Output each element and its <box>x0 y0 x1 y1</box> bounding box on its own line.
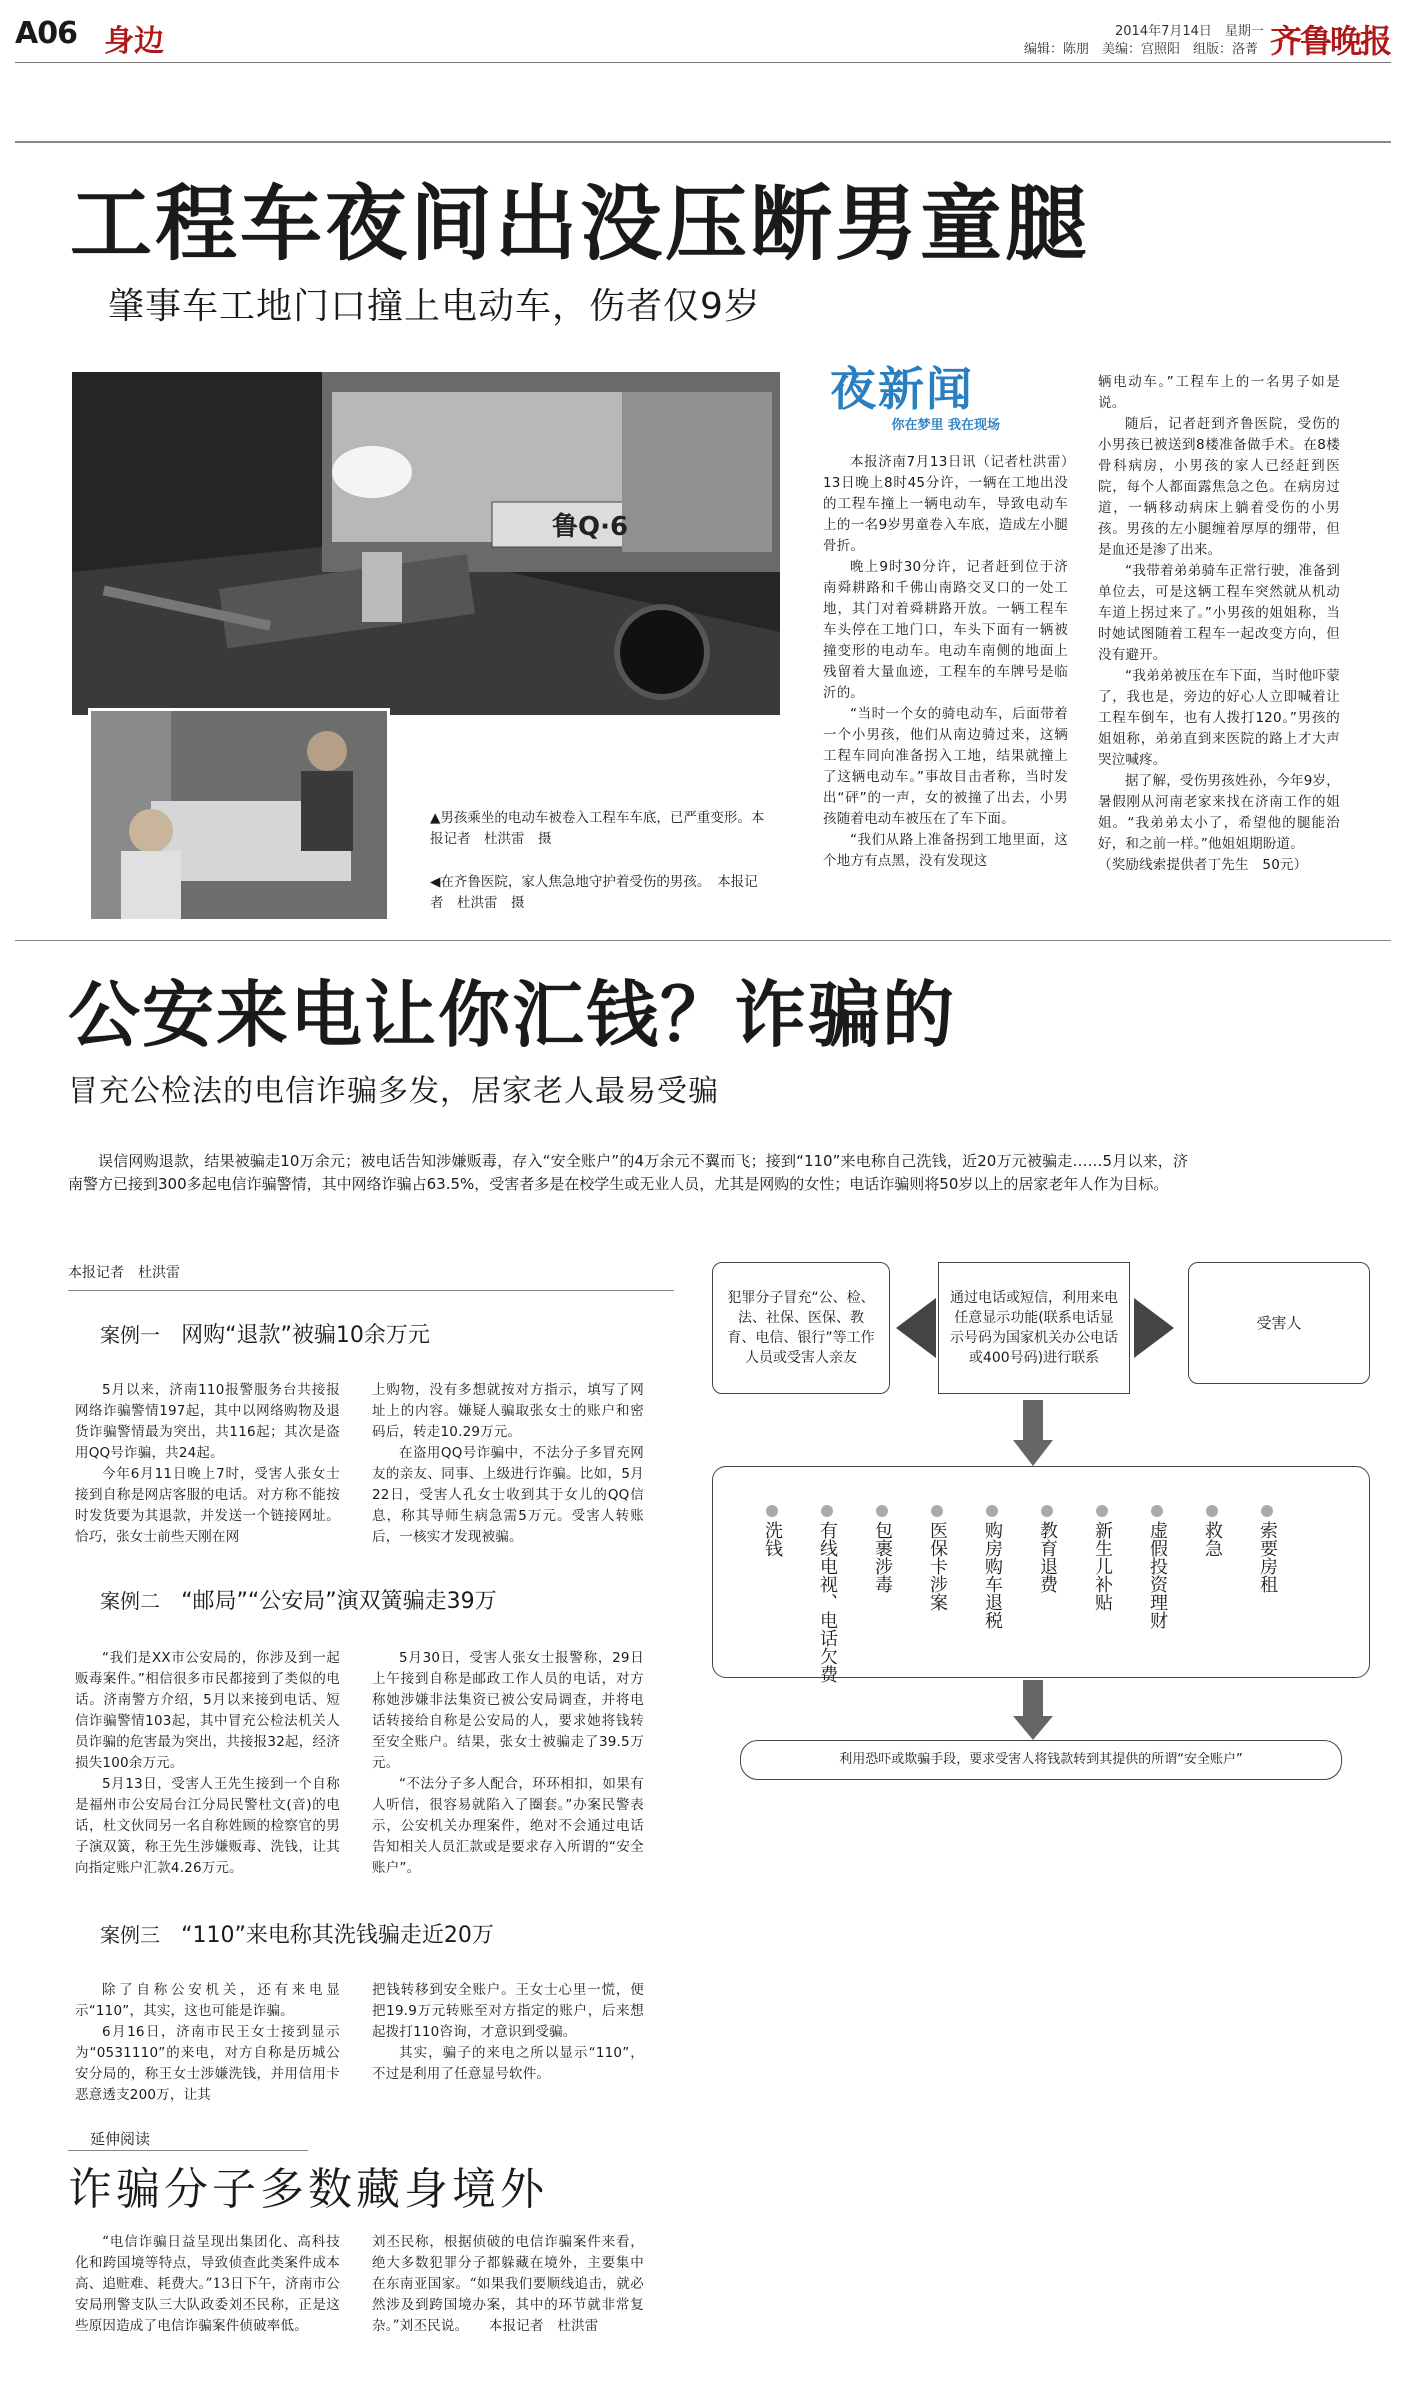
pretext-item <box>1092 1505 1112 1611</box>
night-news-logo <box>830 364 1030 444</box>
header-rule <box>15 62 1391 63</box>
story1-col2-para: 辆电动车。”工程车上的一名男子如是说。 <box>1098 374 1340 411</box>
pretext-item <box>872 1505 892 1593</box>
case2-para: “不法分子多人配合，环环相扣，如果有人听信，很容易就陷入了圈套。”办案民警表示，公安机关办理案件，绝对不会通过电话告知相关人员汇款或是要求存入所谓的“安全账户”。 <box>372 1776 644 1876</box>
masthead-logo: 齐鲁晚报 <box>1270 22 1391 60</box>
story1-col1-para: 晚上9时30分许，记者赶到位于济南舜耕路和千佛山南路交叉口的一处工地，其门对着舜耕路开放。一辆工程车车头停在工地门口，车头下面有一辆被撞变形的电动车。电动车南侧的地面上残留着大量血迹，工程车的车牌号是临沂的。 <box>823 559 1068 701</box>
license-plate: 鲁Q·6 <box>552 512 629 542</box>
case1-title: 网购“退款”被骗10余万元 <box>181 1323 430 1348</box>
pretext-label: 包裹涉毒 <box>872 1521 893 1593</box>
night-news-title: 夜新闻 <box>830 362 974 416</box>
story3-column-1: “电信诈骗日益呈现出集团化、高科技化和跨国境等特点，导致侦查此类案件成本高、追赃难、耗费大。”13日下午，济南市公安局刑警支队三大队政委刘丕民称，正是这些原因造成了电信诈骗案件侦破率低。 <box>75 2234 340 2334</box>
method-box <box>938 1262 1130 1394</box>
case1-column-2 <box>372 1380 644 1548</box>
story2-headline: 公安来电让你汇钱？诈骗的 <box>68 973 957 1057</box>
pretext-item <box>762 1505 782 1557</box>
diagram-arrow-right <box>1134 1298 1174 1358</box>
pretext-item <box>817 1505 837 1683</box>
pretext-item <box>1037 1505 1057 1593</box>
case2-label: 案例二 <box>100 1589 160 1613</box>
case3-para: 除了自称公安机关，还有来电显示“110”，其实，这也可能是诈骗。 <box>75 1982 340 2019</box>
accident-photo <box>72 372 780 715</box>
story3-column-2: 刘丕民称，根据侦破的电信诈骗案件来看，绝大多数犯罪分子都躲藏在境外，主要集中在东南亚国家。“如果我们要顺线追击，就必然涉及到跨国境办案，其中的环节就非常复杂。”刘丕民说。 本报记者 杜洪雷 <box>372 2234 644 2334</box>
safe-account-box <box>740 1740 1342 1780</box>
victim-box <box>1188 1262 1370 1384</box>
method-text: 通过电话或短信，利用来电任意显示功能(联系电话显示号码为国家机关办公电话或400号码)进行联系 <box>950 1290 1118 1366</box>
bullet-dot <box>1206 1505 1218 1517</box>
victim-text: 受害人 <box>1256 1314 1302 1332</box>
bullet-dot <box>931 1505 943 1517</box>
story1-col2-para: “我弟弟被压在车下面，当时他吓蒙了，我也是，旁边的好心人立即喊着让工程车倒车，也有人拨打120。”男孩的姐姐称，弟弟直到来医院的路上才大声哭泣喊疼。 <box>1098 668 1340 768</box>
case1-para: 上购物，没有多想就按对方指示，填写了网址上的内容。嫌疑人骗取张女士的账户和密码后，转走10.29万元。 <box>372 1382 644 1440</box>
byline-rule <box>68 1290 674 1291</box>
bullet-dot <box>1151 1505 1163 1517</box>
story1-subhead: 肇事车工地门口撞上电动车，伤者仅9岁 <box>108 286 761 327</box>
case1-label: 案例一 <box>100 1323 160 1347</box>
pretext-label: 虚假投资理财 <box>1147 1521 1168 1629</box>
story1-col1-para: 本报济南7月13日讯（记者杜洪雷） 13日晚上8时45分许，一辆在工地出没的工程车撞上一辆电动车，导致电动车上的一名9岁男童卷入车底，造成左小腿骨折。 <box>823 454 1082 554</box>
case2-para: “我们是XX市公安局的，你涉及到一起贩毒案件。”相信很多市民都接到了类似的电话。济南警方介绍，5月以来接到电话、短信诈骗警情103起，其中冒充公检法机关人员诈骗的危害最为突出，共接报32起，经济损失100余万元。 <box>75 1650 340 1771</box>
criminals-text: 犯罪分子冒充“公、检、法、社保、医保、教育、电信、银行”等工作人员或受害人亲友 <box>727 1290 875 1366</box>
diagram-arrow-down-1 <box>1013 1400 1053 1466</box>
pretext-item <box>1147 1505 1167 1629</box>
night-news-slogan: 你在梦里 我在现场 <box>891 418 1000 433</box>
case1-para: 今年6月11日晚上7时，受害人张女士接到自称是网店客服的电话。对方称不能按时发货要为其退款，并发送一个链接网址。恰巧，张女士前些天刚在网 <box>75 1466 340 1545</box>
pretext-item <box>982 1505 1002 1629</box>
pretext-label: 有线电视、电话欠费 <box>817 1521 838 1683</box>
story1-col2-para: 随后，记者赶到齐鲁医院，受伤的小男孩已被送到8楼准备做手术。在8楼骨科病房，小男孩的家人已经赶到医院，每个人都面露焦急之色。在病房过道，一辆移动病床上躺着受伤的小男孩。男孩的左小腿缠着厚厚的绷带，但是血还是渗了出来。 <box>1098 416 1340 558</box>
pretext-label: 洗钱 <box>762 1521 783 1557</box>
bullet-dot <box>821 1505 833 1517</box>
extended-reading-rule <box>68 2150 308 2151</box>
case3-title: “110”来电称其洗钱骗走近20万 <box>181 1923 494 1948</box>
story1-col2-para: “我带着弟弟骑车正常行驶，准备到单位去，可是这辆工程车突然就从机动车道上拐过来了。”小男孩的姐姐称，当时她试图随着工程车一起改变方向，但没有避开。 <box>1098 563 1340 663</box>
reward-note: （奖励线索提供者丁先生 50元） <box>1098 857 1308 873</box>
case2-para: 5月30日，受害人张女士报警称，29日上午接到自称是邮政工作人员的电话，对方称她涉嫌非法集资已被公安局调查，并将电话转接给自称是公安局的人，要求她将钱转至安全账户。结果，张女士被骗走了39.5万元。 <box>372 1650 644 1771</box>
story1-col1-para: “我们从路上准备拐到工地里面，这个地方有点黑，没有发现这 <box>823 832 1068 869</box>
case2-heading <box>100 1584 497 1615</box>
hospital-photo <box>88 708 390 922</box>
story1-col2-para: 据了解，受伤男孩姓孙，今年9岁，暑假刚从河南老家来找在济南工作的姐姐。“我弟弟太小了，希望他的腿能治好，和之前一样。”他姐姐期盼道。 <box>1098 773 1340 852</box>
case2-column-2 <box>372 1648 644 1879</box>
story2-subhead: 冒充公检法的电信诈骗多发，居家老人最易受骗 <box>68 1074 719 1109</box>
case3-column-2 <box>372 1980 644 2085</box>
section-name: 身边 <box>104 24 164 59</box>
story1-column-2 <box>1098 372 1340 876</box>
case2-column-1 <box>75 1648 340 1879</box>
pretext-item <box>1202 1505 1222 1557</box>
bullet-dot <box>1261 1505 1273 1517</box>
extended-reading-tag: 延伸阅读 <box>84 2128 156 2149</box>
case3-label: 案例三 <box>100 1923 160 1947</box>
bullet-dot <box>1096 1505 1108 1517</box>
accident-photo-art <box>72 372 780 715</box>
safe-account-text: 利用恐吓或欺骗手段，要求受害人将钱款转到其提供的所谓“安全账户” <box>839 1752 1243 1767</box>
pretext-label: 救急 <box>1202 1521 1223 1557</box>
diagram-arrow-down-2 <box>1013 1680 1053 1740</box>
bullet-dot <box>986 1505 998 1517</box>
case3-column-1 <box>75 1980 340 2106</box>
photo-caption-1: ▲男孩乘坐的电动车被卷入工程车车底，已严重变形。本报记者 杜洪雷 摄 <box>430 810 765 847</box>
story1-column-1 <box>823 452 1082 872</box>
pretext-label: 教育退费 <box>1037 1521 1058 1593</box>
case2-title: “邮局”“公安局”演双簧骗走39万 <box>181 1589 497 1614</box>
case1-para: 在盗用QQ号诈骗中，不法分子多冒充网友的亲友、同事、上级进行诈骗。比如，5月22日，受害人孔女士收到其于女儿的QQ信息，称其导师生病急需5万元。受害人转账后，一核实才发现被骗。 <box>372 1445 644 1545</box>
case1-column-1 <box>75 1380 340 1548</box>
pretext-label: 购房购车退税 <box>982 1521 1003 1629</box>
header-editors: 编辑：陈朋 美编：宫照阳 组版：洛菁 <box>1024 42 1259 57</box>
photo-caption-2: ◀在齐鲁医院，家人焦急地守护着受伤的男孩。 本报记者 杜洪雷 摄 <box>430 874 758 911</box>
page-number: A06 <box>15 16 77 51</box>
story1-col1-para: “当时一个女的骑电动车，后面带着一个小男孩，他们从南边骑过来，这辆工程车同向准备拐入工地，结果就撞上了这辆电动车。”事故目击者称，当时发出“砰”的一声，女的被撞了出去，小男孩随着电动车被压在了车下面。 <box>823 706 1068 827</box>
hospital-photo-art <box>91 711 387 919</box>
header-rule-thick <box>15 141 1391 143</box>
pretext-item <box>927 1505 947 1611</box>
header-date: 2014年7月14日 星期一 <box>1115 24 1264 39</box>
pretext-label: 新生儿补贴 <box>1092 1521 1113 1611</box>
pretext-label: 医保卡涉案 <box>927 1521 948 1611</box>
case3-para: 其实，骗子的来电之所以显示“110”，不过是利用了任意显号软件。 <box>372 2045 644 2082</box>
story2-byline: 本报记者 杜洪雷 <box>68 1265 180 1281</box>
case1-heading <box>100 1318 430 1349</box>
criminals-box <box>712 1262 890 1394</box>
bullet-dot <box>876 1505 888 1517</box>
diagram-arrow-left <box>896 1298 936 1358</box>
bullet-dot <box>766 1505 778 1517</box>
story1-headline: 工程车夜间出没压断男童腿 <box>70 177 1091 272</box>
pretext-item <box>1257 1505 1277 1593</box>
case3-heading <box>100 1918 494 1949</box>
case2-para: 5月13日，受害人王先生接到一个自称是福州市公安局台江分局民警杜文(音)的电话，杜文伙同另一名自称姓顾的检察官的男子演双簧，称王先生涉嫌贩毒、洗钱，让其向指定账户汇款4.26万元。 <box>75 1776 340 1876</box>
case3-para: 6月16日，济南市民王女士接到显示为“0531110”的来电，对方自称是历城公安分局的，称王女士涉嫌洗钱，并用信用卡恶意透支200万，让其 <box>75 2024 340 2103</box>
bullet-dot <box>1041 1505 1053 1517</box>
case1-para: 5月以来，济南110报警服务台共接报网络诈骗警情197起，其中以网络购物及退货诈骗警情最为突出，共116起；其次是盗用QQ号诈骗，共24起。 <box>75 1382 340 1461</box>
case3-para: 把钱转移到安全账户。王女士心里一慌，便把19.9万元转账至对方指定的账户，后来想起拨打110咨询，才意识到受骗。 <box>372 1982 644 2040</box>
section-divider <box>15 940 1391 941</box>
story2-lead: 误信网购退款，结果被骗走10万余元；被电话告知涉嫌贩毒，存入“安全账户”的4万余元不翼而飞；接到“110”来电称自己洗钱，近20万元被骗走……5月以来，济南警方已接到300多起电信诈骗警情，其中网络诈骗占63.5%，受害者多是在校学生或无业人员，尤其是网购的女性；电话诈骗则将50岁以上的居家老年人作为目标。 <box>68 1152 1188 1193</box>
story3-headline: 诈骗分子多数藏身境外 <box>68 2164 548 2215</box>
pretext-label: 索要房租 <box>1257 1521 1278 1593</box>
